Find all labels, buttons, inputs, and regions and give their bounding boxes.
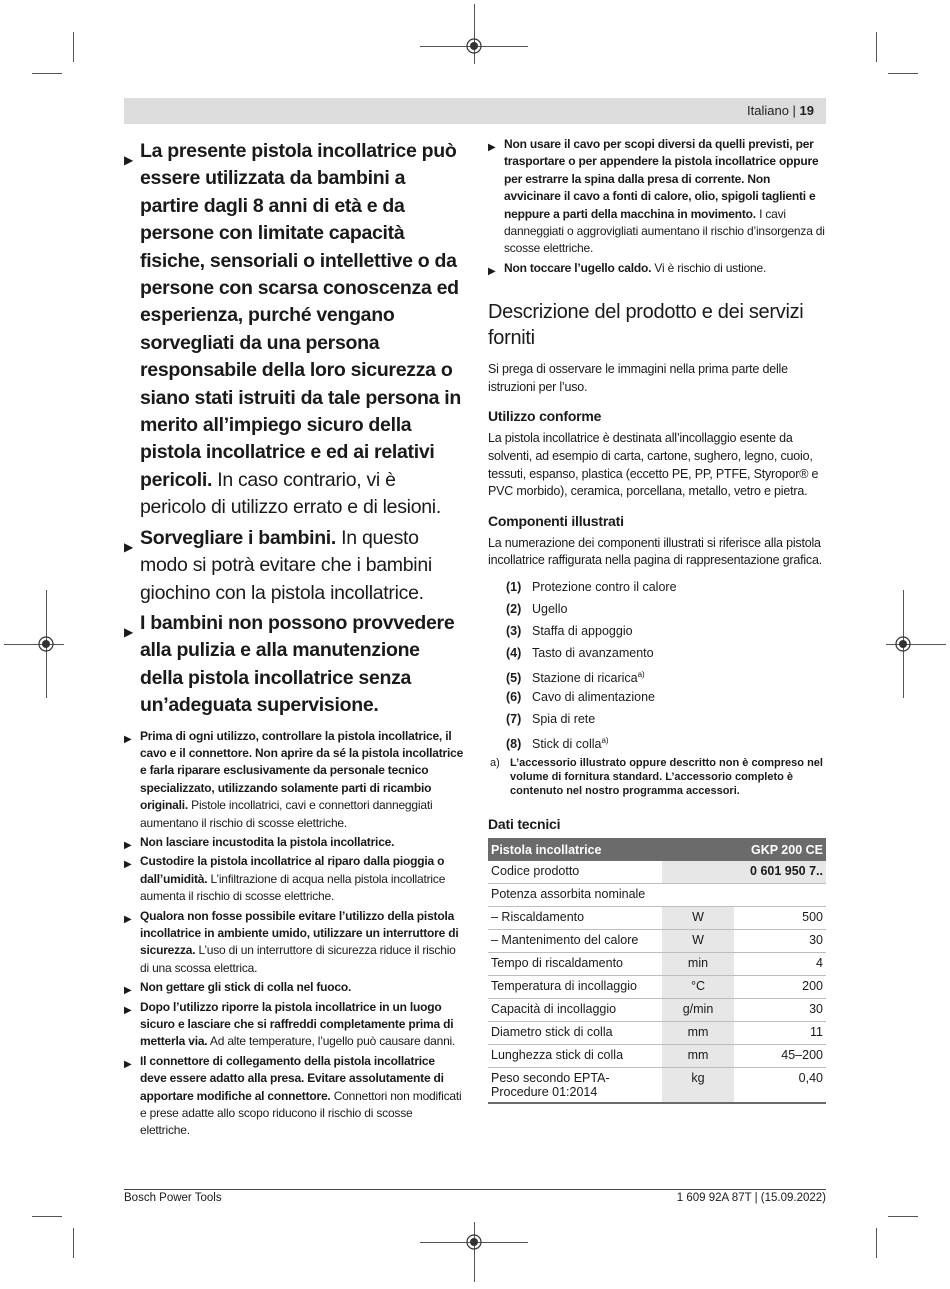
safety-item-bold: Sorvegliare i bambini. xyxy=(140,526,337,549)
row-unit: W xyxy=(662,930,734,953)
safety-item-large xyxy=(124,138,464,522)
footnote-text: L’accessorio illustrato oppure descritto non è compreso nel volume di fornitura standard. L’accessorio completo è contenuto nel nostro programma accessori. xyxy=(510,757,823,797)
bullet-triangle-icon: ▶ xyxy=(124,153,133,167)
component-number: (6) xyxy=(506,690,522,704)
bullet-triangle-icon: ▶ xyxy=(124,839,132,851)
row-value: 4 xyxy=(734,953,826,976)
use-title: Utilizzo conforme xyxy=(488,408,602,425)
bullet-triangle-icon: ▶ xyxy=(124,733,132,745)
crop-mark xyxy=(73,1228,74,1258)
crop-mark xyxy=(888,1216,918,1217)
component-label: Stick di colla xyxy=(532,737,602,752)
crop-mark xyxy=(32,73,62,74)
row-unit: min xyxy=(662,953,734,976)
row-unit: kg xyxy=(662,1068,734,1104)
row-label: Potenza assorbita nominale xyxy=(488,884,662,907)
list-item xyxy=(488,598,826,620)
row-label: Lunghezza stick di colla xyxy=(488,1045,662,1068)
safety-item xyxy=(124,979,464,996)
table-row xyxy=(488,953,826,976)
component-label: Cavo di alimentazione xyxy=(532,690,655,704)
component-label: Ugello xyxy=(532,602,568,616)
right-column xyxy=(488,136,826,1104)
registration-mark-icon xyxy=(465,37,483,55)
bullet-triangle-icon: ▶ xyxy=(124,1004,132,1016)
component-number: (4) xyxy=(506,646,522,660)
table-row xyxy=(488,907,826,930)
component-label: Protezione contro il calore xyxy=(532,580,677,594)
safety-item-bold: La presente pistola incollatrice può essere utilizzata da bambini a partire dagli 8 anni di età e da persone con limitate capacità fisiche, sensoriali o intellettive o da persone con scarsa conoscenza ed esperienza, purché vengano sorvegliati da una persona responsabile della loro sicurezza o siano stati istruiti da tale persona in merito all’impiego sicuro della pistola incollatrice e ed ai relativi pericoli. xyxy=(140,140,461,491)
safety-item-text: Pistole incollatrici, cavi e connettori danneggiati aumentano il rischio di scosse elettriche. xyxy=(140,798,433,830)
component-number: (8) xyxy=(506,737,522,752)
tech-data-table xyxy=(488,838,826,1104)
row-unit: W xyxy=(662,907,734,930)
row-unit: mm xyxy=(662,1022,734,1045)
row-unit xyxy=(662,884,734,907)
table-row xyxy=(488,1068,826,1104)
registration-mark-icon xyxy=(894,635,912,653)
bullet-triangle-icon: ▶ xyxy=(488,265,496,277)
safety-item-text: I cavi danneggiati o aggrovigliati aumentano il rischio d’insorgenza di scosse elettriche. xyxy=(504,206,825,256)
safety-item-bold: Non usare il cavo per scopi diversi da quelli previsti, per trasportare o per appendere la pistola incollatrice oppure per estrarre la spina dalla presa di corrente. Non avvicinare il cavo a fonti di calore, olio, spigoli taglienti e neppure a parti della macchina in movimento. xyxy=(504,137,819,221)
safety-item-text: L’infiltrazione di acqua nella pistola incollatrice aumenta il rischio di scosse elettriche. xyxy=(140,871,446,904)
bullet-triangle-icon: ▶ xyxy=(488,142,496,153)
crop-mark xyxy=(888,73,918,74)
components-intro: La numerazione dei componenti illustrati si riferisce alla pistola incollatrice raffigurata nella pagina di rappresentazione grafica. xyxy=(488,535,823,568)
crop-mark xyxy=(474,1222,475,1282)
safety-item xyxy=(124,1053,464,1140)
bullet-triangle-icon: ▶ xyxy=(124,859,132,871)
row-label: Codice prodotto xyxy=(488,861,662,884)
row-value xyxy=(734,884,826,907)
table-header-row xyxy=(488,838,826,861)
table-row xyxy=(488,884,826,907)
bullet-triangle-icon: ▶ xyxy=(124,985,132,997)
row-value: 200 xyxy=(734,976,826,999)
table-header-model: GKP 200 CE xyxy=(734,838,826,861)
safety-item-bold: Non toccare l’ugello caldo. xyxy=(504,260,652,275)
list-item xyxy=(488,708,826,730)
crop-mark xyxy=(4,644,64,645)
safety-item xyxy=(124,908,464,978)
safety-item-text: L’uso di un interruttore di sicurezza riduce il rischio di una scossa elettrica. xyxy=(140,943,456,975)
component-number: (1) xyxy=(506,580,522,594)
row-unit: g/min xyxy=(662,999,734,1022)
row-value: 500 xyxy=(734,907,826,930)
footer-divider xyxy=(124,1189,826,1190)
component-label: Spia di rete xyxy=(532,712,596,726)
safety-item-large xyxy=(124,525,464,607)
safety-item-bold: Dopo l’utilizzo riporre la pistola incollatrice in un luogo sicuro e lasciare che si raffreddi completamente prima di metterla via. xyxy=(140,999,454,1049)
table-row xyxy=(488,861,826,884)
row-label: Temperatura di incollaggio xyxy=(488,976,662,999)
section-title: Descrizione del prodotto e dei servizi forniti xyxy=(488,301,804,350)
tech-title: Dati tecnici xyxy=(488,816,561,832)
list-item xyxy=(488,730,826,752)
component-footnote-ref: a) xyxy=(637,670,645,679)
safety-item-bold: Non lasciare incustodita la pistola incollatrice. xyxy=(140,834,395,849)
section-intro: Si prega di osservare le immagini nella prima parte delle istruzioni per l’uso. xyxy=(488,362,788,394)
safety-item xyxy=(124,728,464,832)
component-footnote-ref: a) xyxy=(601,736,609,745)
table-row xyxy=(488,976,826,999)
table-row xyxy=(488,1022,826,1045)
safety-item-text: Ad alte temperature, l’ugello può causare danni. xyxy=(207,1034,456,1049)
safety-item-large xyxy=(124,610,464,720)
crop-mark xyxy=(876,1228,877,1258)
component-number: (7) xyxy=(506,712,522,726)
safety-item xyxy=(124,853,464,905)
row-value: 0,40 xyxy=(734,1068,826,1104)
registration-mark-icon xyxy=(465,1233,483,1251)
crop-mark xyxy=(474,4,475,64)
row-unit: mm xyxy=(662,1045,734,1068)
list-item xyxy=(488,664,826,686)
row-value: 45–200 xyxy=(734,1045,826,1068)
row-label: Diametro stick di colla xyxy=(488,1022,662,1045)
footnote xyxy=(488,756,826,798)
row-label: Tempo di riscaldamento xyxy=(488,953,662,976)
safety-item-bold: Prima di ogni utilizzo, controllare la pistola incollatrice, il cavo e il connettore. Non aprire da sé la pistola incollatrice e farla riparare esclusivamente da personale tecnico specializzato, utilizzando solamente parti di ricambio originali. xyxy=(140,728,464,813)
component-label: Staffa di appoggio xyxy=(532,624,633,638)
bullet-triangle-icon: ▶ xyxy=(124,1058,132,1070)
component-label: Stazione di ricarica xyxy=(532,671,638,686)
crop-mark xyxy=(73,32,74,62)
header-section: Italiano xyxy=(747,103,789,118)
safety-item xyxy=(488,260,826,277)
component-number: (5) xyxy=(506,671,522,686)
page-number: 19 xyxy=(799,103,814,118)
row-unit xyxy=(662,861,734,884)
component-label: Tasto di avanzamento xyxy=(532,646,654,660)
safety-item xyxy=(124,834,464,851)
bullet-triangle-icon: ▶ xyxy=(124,539,133,554)
table-row xyxy=(488,999,826,1022)
safety-item-bold: Il connettore di collegamento della pistola incollatrice deve essere adatto alla presa. Evitare assolutamente di apportare modifiche al connettore. xyxy=(140,1053,444,1103)
left-column xyxy=(124,138,464,1142)
table-row xyxy=(488,1045,826,1068)
use-text: La pistola incollatrice è destinata all’incollaggio esente da solventi, ad esempio di carta, cartone, sughero, legno, cuoio, tessuti, espanso, plastica (eccetto PE, PP, PTFE, Styropor® e PVC morbido), ceramica, porcellana, metallo, vetro e pietra. xyxy=(488,431,819,499)
footnote-mark: a) xyxy=(490,757,500,769)
safety-item-bold: Custodire la pistola incollatrice al riparo dalla pioggia o dall’umidità. xyxy=(140,854,445,886)
list-item xyxy=(488,620,826,642)
safety-item-bold: Qualora non fosse possibile evitare l’utilizzo della pistola incollatrice in ambiente umido, utilizzare un interruttore di sicurezza. xyxy=(140,908,459,958)
list-item xyxy=(488,642,826,664)
bullet-triangle-icon: ▶ xyxy=(124,624,133,639)
row-label: – Riscaldamento xyxy=(488,907,662,930)
safety-item-text: In caso contrario, vi è pericolo di utilizzo errato e di lesioni. xyxy=(140,468,441,519)
table-header-product: Pistola incollatrice xyxy=(488,838,734,861)
footer-brand: Bosch Power Tools xyxy=(124,1192,222,1204)
safety-item-bold: Non gettare gli stick di colla nel fuoco. xyxy=(140,980,352,995)
row-value: 30 xyxy=(734,999,826,1022)
component-number: (2) xyxy=(506,602,522,616)
safety-item-text: Connettori non modificati e prese adatte allo scopo riducono il rischio di scosse elettriche. xyxy=(140,1088,462,1138)
components-title: Componenti illustrati xyxy=(488,512,624,529)
list-item xyxy=(488,576,826,598)
list-item xyxy=(488,686,826,708)
bullet-triangle-icon: ▶ xyxy=(124,913,132,925)
safety-item xyxy=(124,999,464,1051)
row-label: Peso secondo EPTA-Procedure 01:2014 xyxy=(488,1068,662,1104)
components-list xyxy=(488,576,826,752)
safety-item-text: Vi è rischio di ustione. xyxy=(651,260,767,275)
row-label: – Mantenimento del calore xyxy=(488,930,662,953)
footer-doc-id: 1 609 92A 87T | (15.09.2022) xyxy=(676,1192,826,1204)
safety-item-bold: I bambini non possono provvedere alla pulizia e alla manutenzione della pistola incollatrice senza un’adeguata supervisione. xyxy=(140,611,455,717)
crop-mark xyxy=(32,1216,62,1217)
page-header xyxy=(124,98,826,124)
safety-item xyxy=(488,136,826,258)
row-unit: °C xyxy=(662,976,734,999)
safety-item-text: In questo modo si potrà evitare che i bambini giochino con la pistola incollatrice. xyxy=(140,526,432,604)
row-value: 30 xyxy=(734,930,826,953)
table-row xyxy=(488,930,826,953)
component-number: (3) xyxy=(506,624,522,638)
row-value: 0 601 950 7.. xyxy=(734,861,826,884)
crop-mark xyxy=(876,32,877,62)
row-value: 11 xyxy=(734,1022,826,1045)
row-label: Capacità di incollaggio xyxy=(488,999,662,1022)
header-text: Italiano | 19 xyxy=(747,103,814,118)
registration-mark-icon xyxy=(37,635,55,653)
